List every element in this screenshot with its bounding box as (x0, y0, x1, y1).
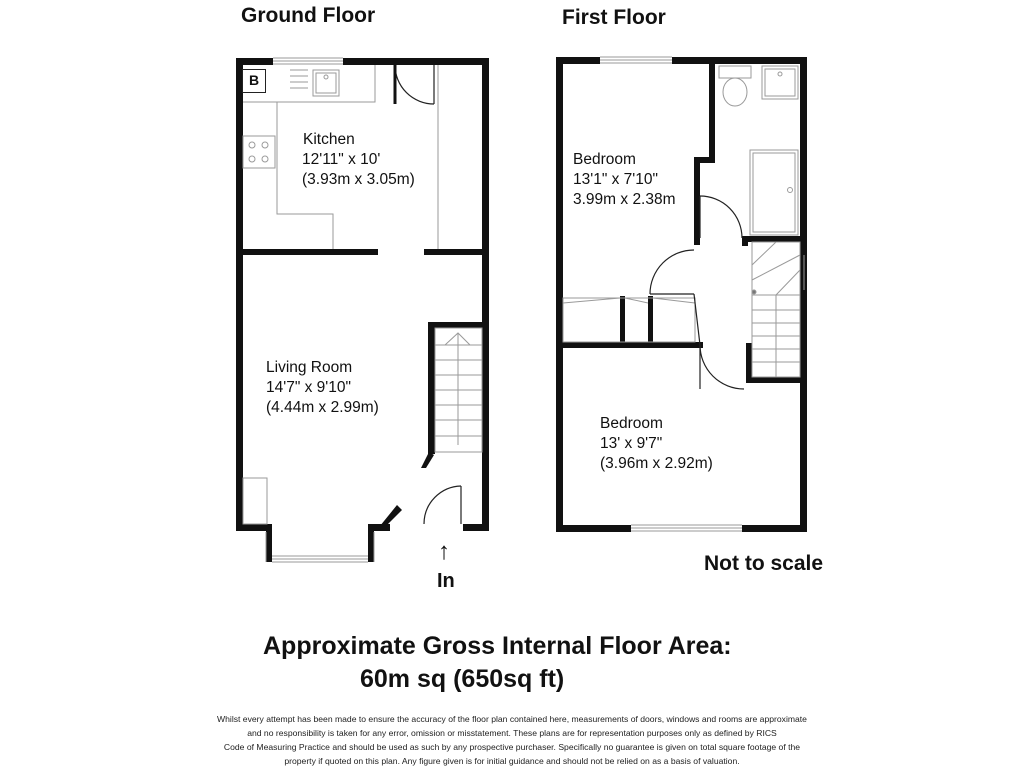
floor-area-value: 60m sq (650sq ft) (360, 665, 565, 693)
bedroom-1-metric: 3.99m x 2.38m (573, 191, 676, 208)
wardrobes (563, 298, 695, 342)
bedroom-2-imperial: 13' x 9'7" (600, 435, 663, 452)
living-room-metric: (4.44m x 2.99m) (266, 399, 379, 416)
kitchen-window (273, 58, 343, 64)
kitchen-imperial: 12'11" x 10' (302, 151, 381, 168)
scale-note: Not to scale (704, 552, 824, 575)
disclaimer-line: property if quoted on this plan. Any figure given is for initial guidance and should not be relied on as a basis of valuation. (284, 756, 740, 766)
bedroom-1-name: Bedroom (573, 151, 636, 168)
entry-arrow-icon: ↑ (438, 538, 450, 565)
disclaimer-line: and no responsibility is taken for any error, omission or misstatement. These plans are for representation purposes only as defined by RICS (247, 728, 777, 738)
living-room-label (266, 358, 379, 418)
first-stairs (752, 242, 800, 377)
kitchen-name: Kitchen (303, 131, 355, 148)
bedroom-2-name: Bedroom (600, 415, 663, 432)
bay-window (266, 532, 374, 562)
bedroom-1-imperial: 13'1" x 7'10" (573, 171, 659, 188)
boiler-label: B (242, 69, 266, 93)
first-floor-title: First Floor (562, 6, 666, 29)
disclaimer-line: Code of Measuring Practice and should be used as such by any prospective purchaser. Specifically no guarantee is given on total square footage of the (223, 742, 801, 752)
bedroom-2-label (600, 414, 713, 474)
entry-label: In (437, 570, 455, 592)
ground-stairs (435, 328, 482, 452)
front-door (424, 486, 461, 524)
living-room-imperial: 14'7" x 9'10" (266, 379, 352, 396)
kitchen-label (302, 130, 415, 190)
kitchen-back-door (395, 65, 434, 104)
disclaimer-line: Whilst every attempt has been made to ensure the accuracy of the floor plan contained here, measurements of doors, windows and rooms are approximate (217, 714, 807, 724)
living-room-name: Living Room (266, 359, 353, 376)
ground-floor-title: Ground Floor (241, 4, 376, 27)
disclaimer (170, 712, 854, 768)
floor-area-heading: Approximate Gross Internal Floor Area: (263, 632, 732, 660)
bedroom-1-label (573, 150, 676, 210)
kitchen-metric: (3.93m x 3.05m) (302, 171, 415, 188)
bedroom-2-metric: (3.96m x 2.92m) (600, 455, 713, 472)
